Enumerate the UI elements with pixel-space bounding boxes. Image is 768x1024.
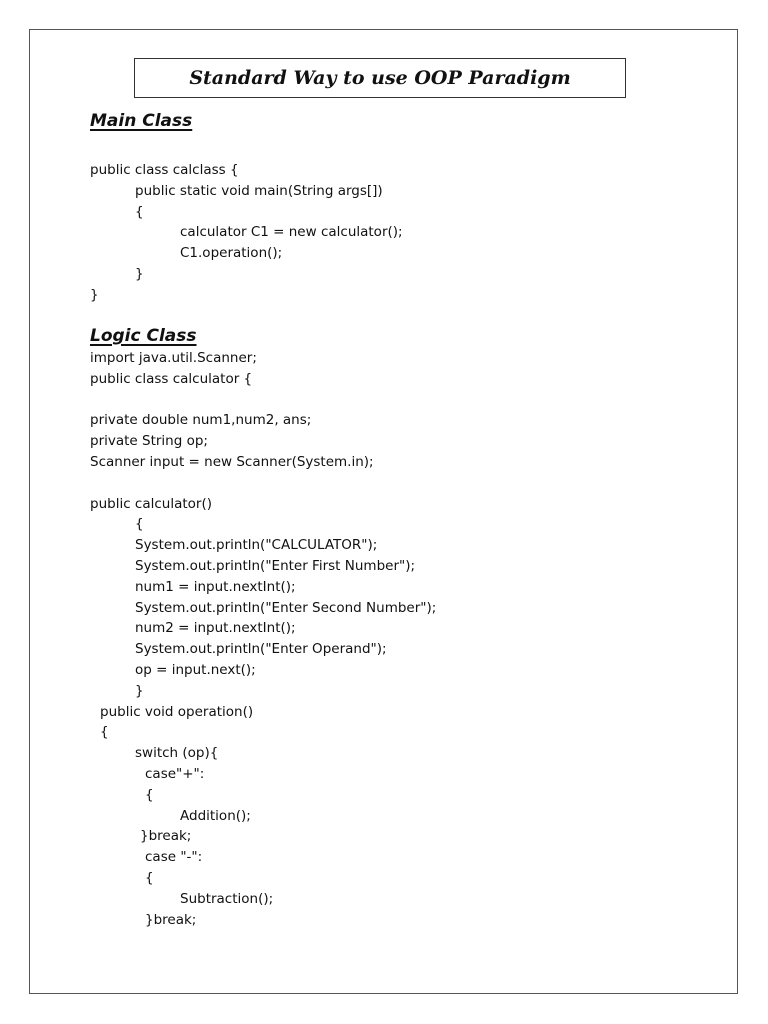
code-line: } [135,265,144,282]
code-line: { [135,516,144,533]
main-class-heading: Main Class [90,111,193,131]
code-line: case "-": [145,849,203,866]
code-line: num1 = input.nextInt(); [135,578,296,595]
code-line: public static void main(String args[]) [135,182,383,199]
code-line: System.out.println("Enter Operand"); [135,641,387,658]
document-title: Standard Way to use OOP Paradigm [189,67,571,89]
code-line: public class calclass { [90,162,239,178]
code-line: C1.operation(); [180,245,283,262]
code-line [90,473,436,494]
logic-class-heading: Logic Class [90,326,197,346]
code-line: public calculator() [90,495,212,512]
code-line: Scanner input = new Scanner(System.in); [90,453,374,470]
code-line: Subtraction(); [180,890,274,907]
code-line: }break; [140,828,192,845]
code-line: } [90,286,99,303]
code-line: } [135,682,144,699]
title-box [134,58,626,98]
code-line: System.out.println("Enter Second Number"); [135,599,437,616]
logic-class-code-block [90,348,436,930]
code-line: case"+": [145,765,205,782]
code-line: num2 = input.nextInt(); [135,620,296,637]
main-class-code-block [90,160,403,306]
code-line: { [145,786,154,803]
code-line: op = input.next(); [135,661,256,678]
code-line [90,390,436,411]
code-line: Addition(); [180,807,251,824]
code-line: private String op; [90,433,208,450]
code-line: System.out.println("CALCULATOR"); [135,537,378,554]
code-line: public class calculator { [90,370,253,387]
code-line: public void operation() [100,703,254,720]
code-line: { [100,724,109,741]
code-line: { [135,203,144,220]
code-line: import java.util.Scanner; [90,350,257,366]
code-line: }break; [145,911,197,928]
code-line: switch (op){ [135,745,219,762]
code-line: private double num1,num2, ans; [90,412,312,429]
code-line: System.out.println("Enter First Number"); [135,557,416,574]
code-line: { [145,869,154,886]
code-line: calculator C1 = new calculator(); [180,224,403,241]
